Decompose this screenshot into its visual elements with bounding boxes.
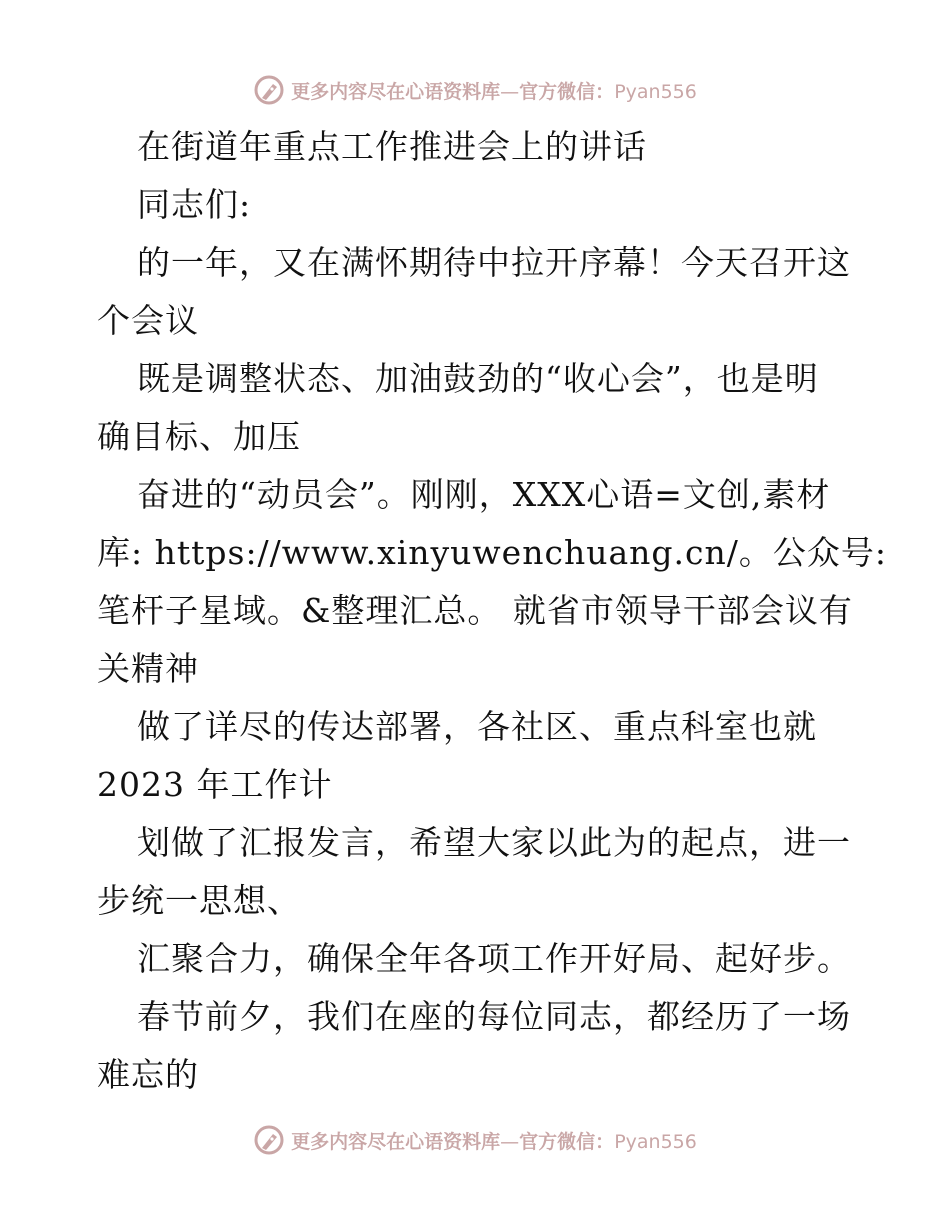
- paragraph-line: 个会议: [97, 301, 199, 340]
- paragraph-line: 划做了汇报发言，希望大家以此为的起点，进一: [137, 823, 851, 862]
- paragraph-line: 既是调整状态、加油鼓劲的“收心会”，也是明: [137, 359, 819, 398]
- watermark-main-text: 更多内容尽在心语资料库: [291, 1130, 501, 1153]
- paragraph-line: 笔杆子星域。&整理汇总。 就省市领导干部会议有: [97, 591, 853, 630]
- paragraph-line: 确目标、加压: [97, 417, 301, 456]
- watermark-text: [291, 77, 697, 104]
- watermark-text: [291, 1127, 697, 1154]
- salutation: 同志们:: [137, 185, 252, 224]
- paragraph-line: 库: https://www.xinyuwenchuang.cn/。公众号:: [97, 533, 887, 572]
- paragraph-line: 汇聚合力，确保全年各项工作开好局、起好步。: [137, 939, 851, 978]
- paragraph-line: 难忘的: [97, 1055, 199, 1094]
- watermark-wechat-label: 官方微信：: [519, 1130, 615, 1153]
- document-body: [97, 118, 887, 1104]
- paragraph-line: 做了详尽的传达部署，各社区、重点科室也就: [137, 707, 817, 746]
- watermark-main-text: 更多内容尽在心语资料库: [291, 80, 501, 103]
- footer-watermark-banner: [0, 1120, 950, 1160]
- watermark-wechat-label: 官方微信：: [519, 80, 615, 103]
- paragraph-line: 步统一思想、: [97, 881, 301, 920]
- watermark-separator: —: [500, 1130, 520, 1153]
- pen-nib-logo-icon: [253, 74, 285, 106]
- paragraph-line: 春节前夕，我们在座的每位同志，都经历了一场: [137, 997, 851, 1036]
- header-watermark-banner: [0, 70, 950, 110]
- paragraph-line: 的一年，又在满怀期待中拉开序幕！今天召开这: [137, 243, 851, 282]
- watermark-wechat-id: Pyan556: [614, 1130, 697, 1153]
- paragraph-line: 奋进的“动员会”。刚刚，XXX心语=文创,素材: [137, 475, 831, 514]
- document-title: 在街道年重点工作推进会上的讲话: [137, 127, 647, 166]
- paragraph-line: 关精神: [97, 649, 199, 688]
- pen-nib-logo-icon: [253, 1124, 285, 1156]
- paragraph-line: 2023 年工作计: [97, 765, 333, 804]
- watermark-wechat-id: Pyan556: [614, 80, 697, 103]
- watermark-separator: —: [500, 80, 520, 103]
